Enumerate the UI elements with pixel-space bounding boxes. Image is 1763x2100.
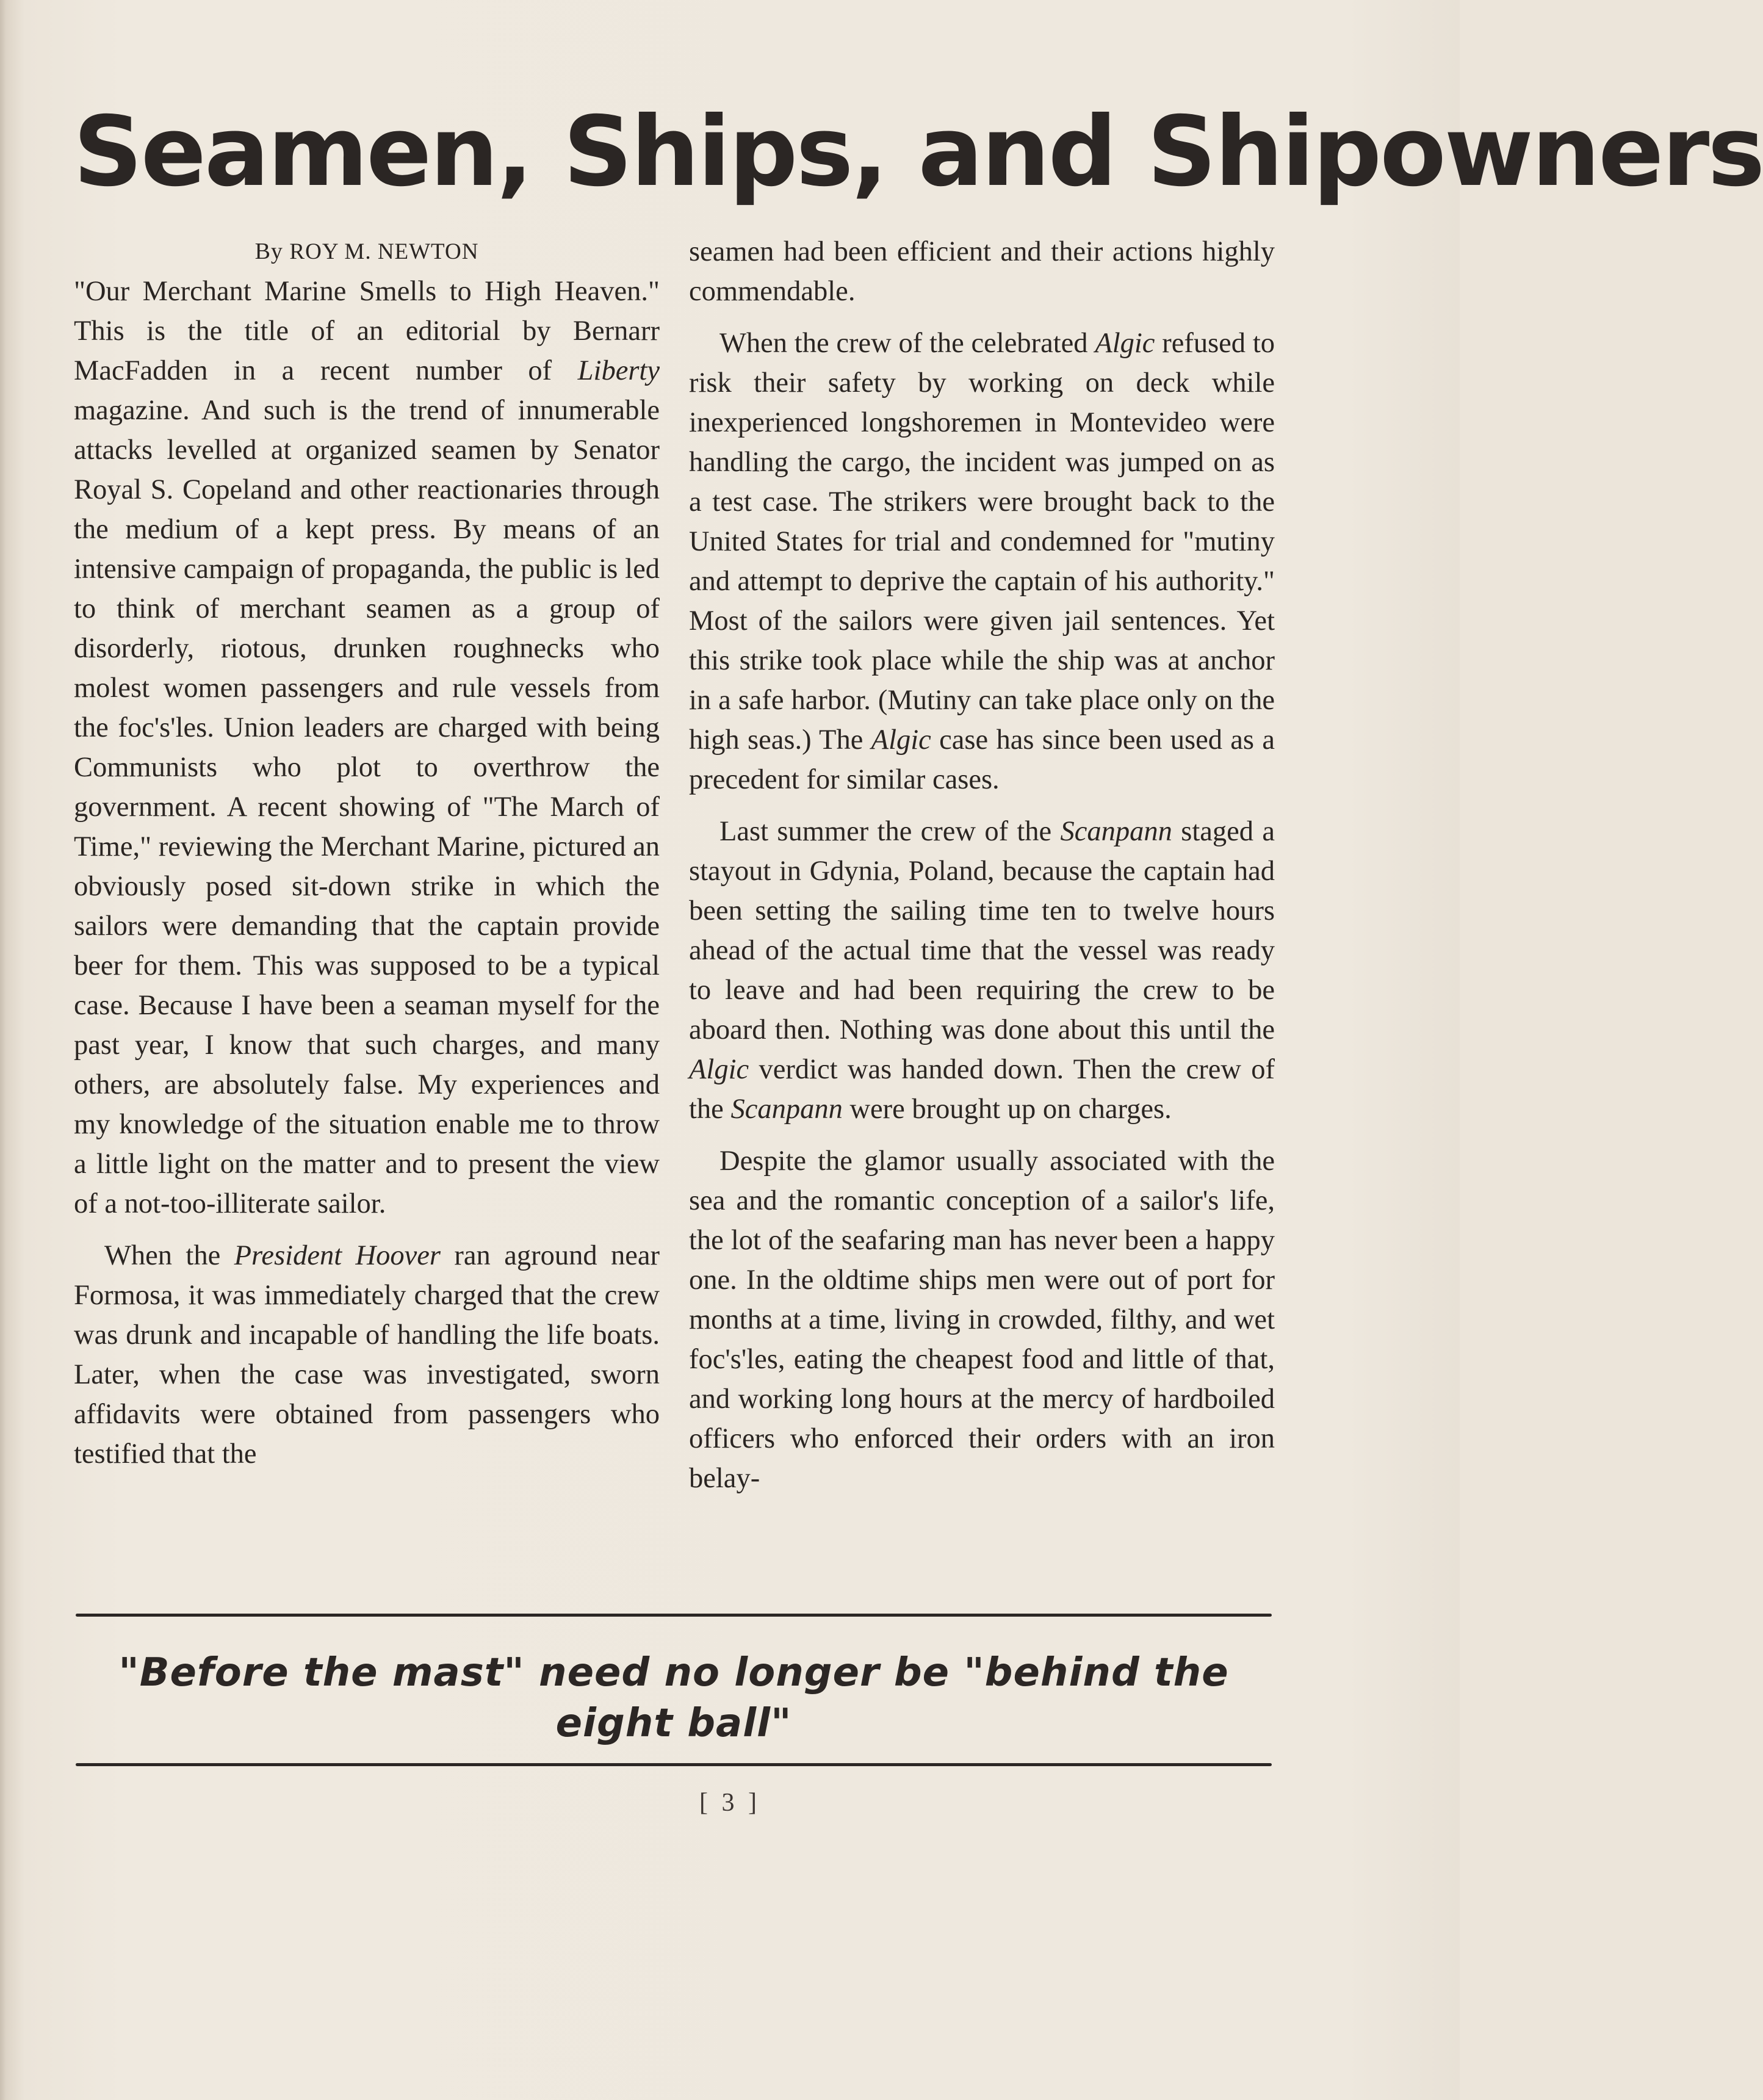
italic-ship-name: President Hoover	[234, 1240, 441, 1271]
paragraph	[689, 1141, 1275, 1498]
page-number: [ 3 ]	[699, 1789, 760, 1817]
paragraph-text: When the	[104, 1240, 234, 1271]
paragraph	[689, 232, 1275, 311]
italic-ship-name: Scanpann	[1060, 816, 1172, 847]
top-divider-rule	[76, 1614, 1272, 1617]
italic-title: Liberty	[577, 355, 660, 386]
paragraph-text: seamen had been efficient and their actions highly commendable.	[689, 236, 1275, 307]
slogan-banner: "Before the mast" need no longer be "behind the eight ball"	[118, 1650, 1229, 1747]
paragraph-text: When the crew of the celebrated	[719, 328, 1095, 359]
byline-author: ROY M. NEWTON	[289, 239, 479, 264]
left-column	[74, 232, 660, 1486]
paragraph-text: case has since been used as a precedent for similar cases.	[689, 724, 1275, 795]
italic-ship-name: Algic	[1095, 328, 1155, 359]
byline	[74, 232, 660, 272]
paragraph-text: Despite the glamor usually associated with the sea and the romantic conception of a sailor's life, the lot of the seafaring man has never been a happy one. In the oldtime ships men were out of port for months at a time, living in crowded, filthy, and wet foc's'les, eating the cheapest food and little of that, and working long hours at the mercy of hardboiled officers who enforced their orders with an iron belay-	[689, 1146, 1275, 1494]
paragraph	[74, 272, 660, 1224]
paragraph-text: verdict was handed down. Then the crew of the	[689, 1054, 1275, 1125]
italic-ship-name: Algic	[871, 724, 931, 756]
bottom-divider-rule	[76, 1763, 1272, 1766]
paragraph-text: staged a stayout in Gdynia, Poland, because the captain had been setting the sailing time ten to twelve hours ahead of the actual time that the vessel was ready to leave and had been requiring the crew to be aboard then. Nothing was done about this until the	[689, 816, 1275, 1045]
italic-ship-name: Scanpann	[730, 1094, 843, 1125]
paragraph-text: magazine. And such is the trend of innumerable attacks levelled at organized seamen by Senator Royal S. Copeland and other reactionaries through the medium of a kept press. By means of an intensive campaign of propaganda, the public is led to think of merchant seamen as a group of disorderly, riotous, drunken roughnecks who molest women passengers and rule vessels from the foc's'les. Union leaders are charged with being Communists who plot to overthrow the government. A recent showing of "The March of Time," reviewing the Merchant Marine, pictured an obviously posed sit-down strike in which the sailors were demanding that the captain provide beer for them. This was supposed to be a typical case. Because I have been a seaman myself for the past year, I know that such charges, and many others, are absolutely false. My experiences and my knowledge of the situation enable me to throw a little light on the matter and to present the view of a not-too-illiterate sailor.	[74, 395, 660, 1219]
paragraph	[689, 323, 1275, 799]
article-title: Seamen, Ships, and Shipowners	[73, 96, 1763, 208]
paragraph-text: were brought up on charges.	[842, 1094, 1172, 1125]
paragraph-text: ran aground near Formosa, it was immediately charged that the crew was drunk and incapable of handling the life boats. Later, when the case was investigated, sworn affidavits were obtained from passengers who testified that the	[74, 1240, 660, 1470]
right-column	[689, 232, 1275, 1510]
paragraph	[689, 812, 1275, 1129]
paragraph	[74, 1236, 660, 1474]
italic-ship-name: Algic	[689, 1054, 749, 1085]
paragraph-text: "Our Merchant Marine Smells to High Heaven." This is the title of an editorial by Bernarr MacFadden in a recent number of	[74, 276, 660, 386]
byline-prefix: By	[254, 239, 283, 264]
paragraph-text: refused to risk their safety by working on deck while inexperienced longshoremen in Montevideo were handling the cargo, the incident was jumped on as a test case. The strikers were brought back to the United States for trial and condemned for "mutiny and attempt to deprive the captain of his authority." Most of the sailors were given jail sentences. Yet this strike took place while the ship was at anchor in a safe harbor. (Mutiny can take place only on the high seas.) The	[689, 328, 1275, 756]
paragraph-text: Last summer the crew of the	[719, 816, 1061, 847]
